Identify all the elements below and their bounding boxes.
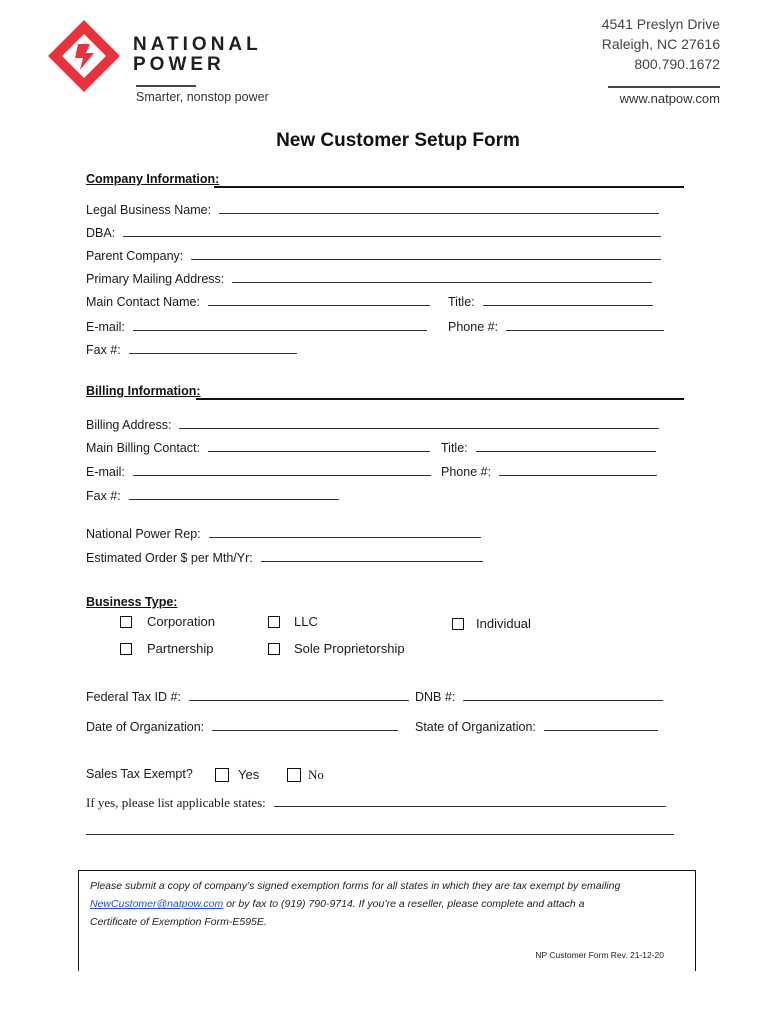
estimated-order-field[interactable]: [86, 550, 483, 565]
mailing-address-field[interactable]: [86, 271, 652, 286]
brand-name-line1: NATIONAL: [133, 34, 262, 55]
national-power-rep-field[interactable]: [86, 526, 481, 541]
website-divider: [608, 86, 720, 88]
individual-label: Individual: [476, 616, 531, 631]
applicable-states-line-2[interactable]: [86, 834, 674, 835]
company-phone: 800.790.1672: [634, 56, 720, 72]
note-line-1: Please submit a copy of company’s signed exemption forms for all states in which they are tax exempt by emailing: [90, 880, 621, 892]
parent-company-field[interactable]: [86, 248, 661, 263]
corporation-checkbox[interactable]: [120, 616, 132, 628]
rep-line[interactable]: [209, 526, 481, 538]
company-fax-label: Fax #:: [86, 343, 121, 357]
parent-company-label: Parent Company:: [86, 249, 184, 263]
billing-info-heading: Billing Information:: [86, 384, 201, 398]
address-street: 4541 Preslyn Drive: [601, 16, 720, 32]
form-title: New Customer Setup Form: [276, 130, 520, 151]
partnership-label: Partnership: [147, 641, 214, 656]
contact-title-line[interactable]: [483, 294, 653, 306]
date-of-organization-field[interactable]: [86, 719, 398, 734]
main-contact-label: Main Contact Name:: [86, 295, 200, 309]
contact-title-label: Title:: [448, 295, 475, 309]
note-line-2-text: or by fax to (919) 790-9714. If you’re a reseller, please complete and attach a: [223, 898, 585, 910]
sole-proprietorship-label: Sole Proprietorship: [294, 641, 405, 656]
billing-contact-label: Main Billing Contact:: [86, 441, 200, 455]
legal-name-field[interactable]: [86, 202, 659, 217]
billing-email-field[interactable]: [86, 464, 431, 479]
legal-name-line[interactable]: [219, 202, 659, 214]
dnb-label: DNB #:: [415, 690, 456, 704]
federal-tax-id-field[interactable]: [86, 689, 409, 704]
applicable-states-field[interactable]: [86, 795, 666, 811]
individual-checkbox[interactable]: [452, 618, 464, 630]
company-fax-field[interactable]: [86, 342, 297, 357]
company-email-field[interactable]: [86, 319, 427, 334]
state-of-organization-line[interactable]: [544, 719, 658, 731]
llc-label: LLC: [294, 614, 318, 629]
billing-fax-line[interactable]: [129, 488, 339, 500]
tagline: Smarter, nonstop power: [136, 90, 269, 104]
applicable-states-line[interactable]: [274, 795, 666, 807]
tax-exempt-no-checkbox[interactable]: [287, 768, 301, 782]
rep-label: National Power Rep:: [86, 527, 201, 541]
dba-line[interactable]: [123, 225, 661, 237]
sole-proprietorship-checkbox[interactable]: [268, 643, 280, 655]
state-of-organization-label: State of Organization:: [415, 720, 536, 734]
national-power-logo: [48, 20, 120, 92]
billing-phone-line[interactable]: [499, 464, 657, 476]
state-of-organization-field[interactable]: [415, 719, 658, 734]
company-email-label: E-mail:: [86, 320, 125, 334]
address-city: Raleigh, NC 27616: [601, 36, 720, 52]
applicable-states-label: If yes, please list applicable states:: [86, 795, 266, 810]
brand-name-line2: POWER: [133, 54, 225, 75]
llc-checkbox[interactable]: [268, 616, 280, 628]
company-phone-field[interactable]: [448, 319, 664, 334]
billing-section-rule: [196, 398, 684, 400]
company-section-rule: [214, 186, 684, 188]
tax-exempt-no-label: No: [308, 767, 324, 782]
partnership-checkbox[interactable]: [120, 643, 132, 655]
billing-title-line[interactable]: [476, 440, 656, 452]
sales-tax-exempt-label: Sales Tax Exempt?: [86, 767, 193, 781]
federal-tax-id-label: Federal Tax ID #:: [86, 690, 181, 704]
email-link[interactable]: NewCustomer@natpow.com: [90, 898, 224, 910]
billing-fax-label: Fax #:: [86, 489, 121, 503]
billing-title-field[interactable]: [441, 440, 656, 455]
billing-title-label: Title:: [441, 441, 468, 455]
billing-contact-line[interactable]: [208, 440, 430, 452]
main-contact-field[interactable]: [86, 294, 430, 309]
contact-title-field[interactable]: [448, 294, 653, 309]
billing-address-label: Billing Address:: [86, 418, 172, 432]
dba-field[interactable]: [86, 225, 661, 240]
tagline-divider: [136, 85, 196, 87]
billing-fax-field[interactable]: [86, 488, 339, 503]
date-of-organization-label: Date of Organization:: [86, 720, 205, 734]
billing-phone-label: Phone #:: [441, 465, 492, 479]
billing-email-label: E-mail:: [86, 465, 125, 479]
estimated-order-line[interactable]: [261, 550, 483, 562]
mailing-address-label: Primary Mailing Address:: [86, 272, 225, 286]
billing-email-line[interactable]: [133, 464, 431, 476]
dnb-line[interactable]: [463, 689, 663, 701]
billing-address-line[interactable]: [179, 417, 659, 429]
company-info-heading: Company Information:: [86, 172, 220, 186]
corporation-label: Corporation: [147, 614, 215, 629]
company-website: www.natpow.com: [619, 91, 720, 106]
company-phone-label: Phone #:: [448, 320, 499, 334]
note-line-2: [90, 898, 585, 910]
mailing-address-line[interactable]: [232, 271, 652, 283]
company-phone-line[interactable]: [506, 319, 664, 331]
tax-exempt-yes-label: Yes: [238, 767, 260, 782]
company-email-line[interactable]: [133, 319, 427, 331]
estimated-order-label: Estimated Order $ per Mth/Yr:: [86, 551, 253, 565]
billing-contact-field[interactable]: [86, 440, 430, 455]
date-of-organization-line[interactable]: [212, 719, 398, 731]
federal-tax-id-line[interactable]: [189, 689, 409, 701]
dnb-field[interactable]: [415, 689, 663, 704]
main-contact-line[interactable]: [208, 294, 430, 306]
legal-name-label: Legal Business Name:: [86, 203, 212, 217]
business-type-heading: Business Type:: [86, 595, 178, 609]
company-fax-line[interactable]: [129, 342, 297, 354]
form-revision: NP Customer Form Rev. 21-12-20: [535, 950, 664, 960]
billing-phone-field[interactable]: [441, 464, 657, 479]
parent-company-line[interactable]: [191, 248, 661, 260]
note-line-3: Certificate of Exemption Form-E595E.: [90, 916, 267, 928]
tax-exempt-yes-checkbox[interactable]: [215, 768, 229, 782]
billing-address-field[interactable]: [86, 417, 659, 432]
dba-label: DBA:: [86, 226, 116, 240]
